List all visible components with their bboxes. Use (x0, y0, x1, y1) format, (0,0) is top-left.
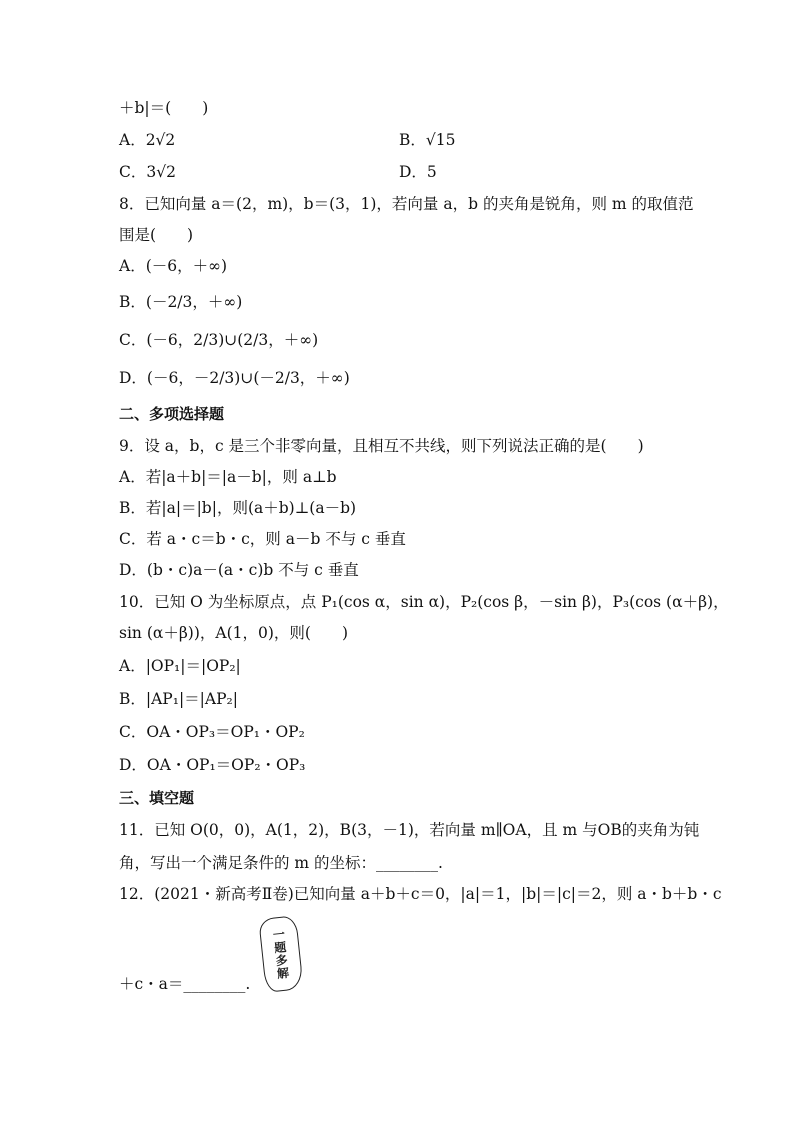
stamp-label: 一题多解 (270, 927, 291, 981)
q10-option-d: D．OA・OP₁＝OP₂・OP₃ (119, 756, 306, 774)
q11-stem-cont: 角，写出一个满足条件的 m 的坐标：________. (119, 854, 443, 872)
q9-option-d: D．(b・c)a－(a・c)b 不与 c 垂直 (119, 561, 359, 579)
q7-option-d: D．5 (399, 163, 437, 181)
q9-option-a: A．若|a＋b|＝|a－b|，则 a⊥b (119, 468, 337, 486)
q9-option-b: B．若|a|＝|b|，则(a＋b)⊥(a－b) (119, 499, 357, 517)
q12-stem-cont: ＋c・a＝________. (119, 975, 251, 993)
q7-option-c: C．3√2 (119, 163, 176, 181)
q8-stem: 8．已知向量 a＝(2，m)，b＝(3，1)，若向量 a，b 的夹角是锐角，则 m 的取值范 (119, 195, 694, 213)
q8-option-b: B．(－2/3，＋∞) (119, 293, 243, 311)
q7-option-b: B．√15 (399, 131, 456, 149)
q7-continuation: ＋b|＝( ) (119, 99, 209, 117)
q8-option-d: D．(－6，－2/3)∪(－2/3，＋∞) (119, 369, 350, 387)
q10-stem-cont: sin (α＋β))，A(1，0)，则( ) (119, 624, 348, 642)
q11-stem: 11．已知 O(0，0)，A(1，2)，B(3，－1)，若向量 m∥OA，且 m 与OB的夹角为钝 (119, 821, 700, 839)
multi-solution-stamp (258, 915, 304, 993)
q12-stem: 12．(2021・新高考Ⅱ卷)已知向量 a＋b＋c＝0，|a|＝1，|b|＝|c|＝2，则 a・b＋b・c (119, 885, 722, 903)
section-multi-choice: 二、多项选择题 (119, 405, 225, 423)
q7-option-a: A．2√2 (119, 131, 176, 149)
section-fill-blank: 三、填空题 (119, 789, 195, 807)
q8-option-c: C．(－6，2/3)∪(2/3，＋∞) (119, 331, 319, 349)
q9-stem: 9．设 a，b，c 是三个非零向量，且相互不共线，则下列说法正确的是( ) (119, 437, 644, 455)
q9-option-c: C．若 a・c＝b・c，则 a－b 不与 c 垂直 (119, 530, 406, 548)
q8-option-a: A．(－6，＋∞) (119, 257, 228, 275)
q8-stem-cont: 围是( ) (119, 226, 194, 244)
q10-stem: 10．已知 O 为坐标原点，点 P₁(cos α，sin α)，P₂(cos β，－sin β)，P₃(cos (α＋β)， (119, 593, 729, 611)
q10-option-a: A．|OP₁|＝|OP₂| (119, 657, 241, 675)
q10-option-b: B．|AP₁|＝|AP₂| (119, 690, 238, 708)
q10-option-c: C．OA・OP₃＝OP₁・OP₂ (119, 723, 305, 741)
